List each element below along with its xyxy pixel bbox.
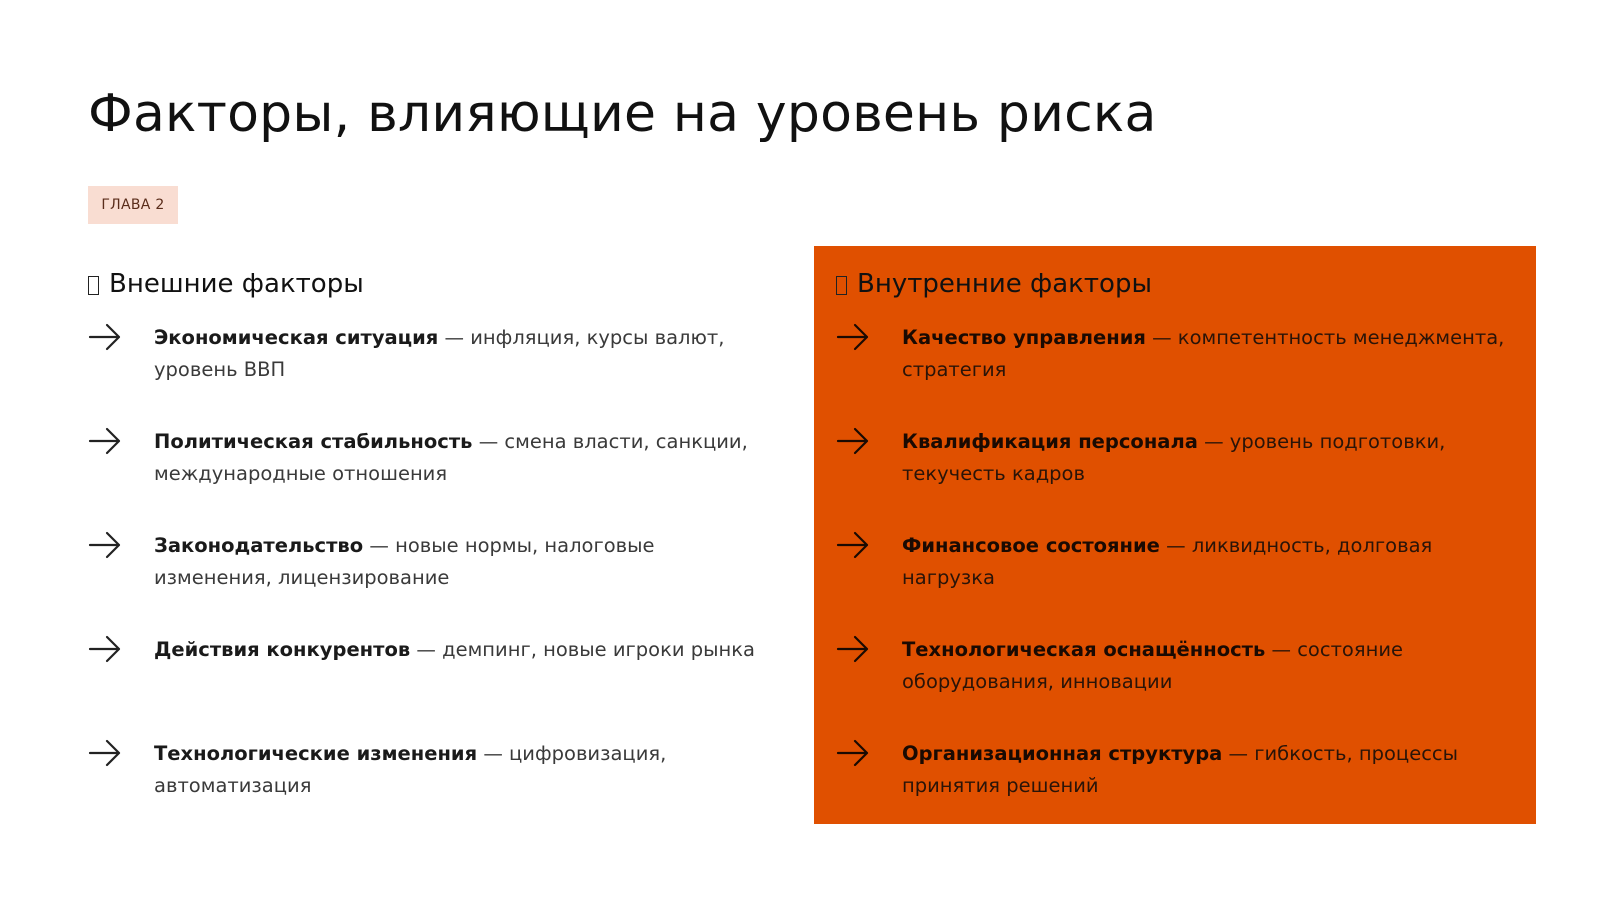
arrow-right-icon (836, 630, 902, 664)
list-item (836, 630, 1536, 734)
list-item (88, 422, 788, 526)
item-text (902, 422, 1522, 490)
list-item (88, 526, 788, 630)
page-title: Факторы, влияющие на уровень риска (88, 84, 1157, 144)
item-desc: — смена власти, санкции, международные отношения (154, 430, 748, 485)
list-item (88, 734, 788, 838)
list-item (88, 630, 788, 734)
item-text (154, 630, 764, 666)
arrow-right-icon (836, 526, 902, 560)
internal-factors-panel (814, 246, 1536, 824)
arrow-right-icon (88, 318, 154, 352)
list-item (836, 318, 1536, 422)
internal-factors-heading (836, 264, 1536, 304)
item-text (154, 422, 764, 490)
item-text (154, 318, 764, 386)
arrow-right-icon (836, 734, 902, 768)
arrow-right-icon (88, 734, 154, 768)
item-text (902, 734, 1522, 802)
item-term: Финансовое состояние (902, 534, 1160, 557)
item-term: Законодательство (154, 534, 364, 557)
item-text (154, 526, 764, 594)
internal-factors-list (836, 318, 1536, 838)
item-text (902, 630, 1522, 698)
item-term: Технологические изменения (154, 742, 478, 765)
list-item (836, 734, 1536, 838)
item-term: Действия конкурентов (154, 638, 411, 661)
item-desc: — новые нормы, налоговые изменения, лицензирование (154, 534, 655, 589)
external-factors-title: Внешние факторы (109, 269, 364, 299)
item-desc: — компетентность менеджмента, стратегия (902, 326, 1505, 381)
item-desc: — демпинг, новые игроки рынка (416, 638, 755, 661)
item-desc: — уровень подготовки, текучесть кадров (902, 430, 1446, 485)
item-term: Экономическая ситуация (154, 326, 439, 349)
item-desc: — цифровизация, автоматизация (154, 742, 667, 797)
external-factors-heading (88, 264, 788, 304)
item-text (902, 318, 1522, 386)
list-item (88, 318, 788, 422)
arrow-right-icon (88, 630, 154, 664)
arrow-right-icon (88, 526, 154, 560)
arrow-right-icon (88, 422, 154, 456)
item-term: Качество управления (902, 326, 1146, 349)
external-factors-column (88, 246, 788, 838)
item-term: Политическая стабильность (154, 430, 473, 453)
item-desc: — гибкость, процессы принятия решений (902, 742, 1459, 797)
item-term: Квалификация персонала (902, 430, 1198, 453)
external-factors-list (88, 318, 788, 838)
chapter-badge: ГЛАВА 2 (88, 186, 178, 224)
item-desc: — состояние оборудования, инновации (902, 638, 1404, 693)
item-desc: — ликвидность, долговая нагрузка (902, 534, 1433, 589)
list-item (836, 422, 1536, 526)
item-term: Организационная структура (902, 742, 1223, 765)
arrow-right-icon (836, 318, 902, 352)
item-desc: — инфляция, курсы валют, уровень ВВП (154, 326, 725, 381)
box-glyph-icon (88, 276, 99, 295)
list-item (836, 526, 1536, 630)
arrow-right-icon (836, 422, 902, 456)
item-text (902, 526, 1522, 594)
box-glyph-icon (836, 276, 847, 295)
internal-factors-title: Внутренние факторы (857, 269, 1152, 299)
item-term: Технологическая оснащённость (902, 638, 1266, 661)
item-text (154, 734, 764, 802)
